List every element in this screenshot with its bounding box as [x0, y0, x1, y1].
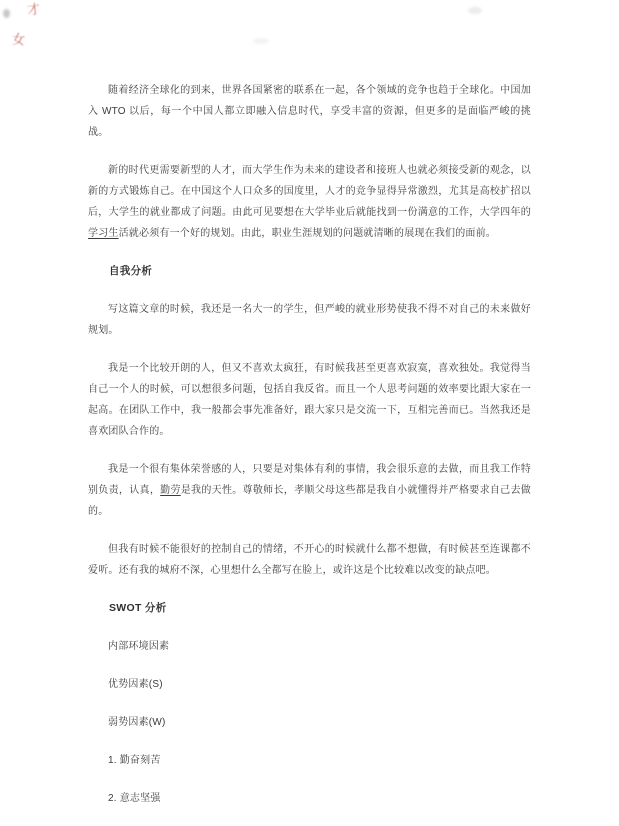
heading-swot-analysis: SWOT 分析	[109, 602, 167, 614]
list-item-strong-will: 2. 意志坚强	[108, 793, 161, 804]
paragraph-globalization: 随着经济全球化的到来，世界各国紧密的联系在一起，各个领域的竞争也趋于全球化。中国加入 WTO 以后，每一个中国人都立即融入信息时代，享受丰富的资源，但更多的是面临严峻的挑战。	[88, 85, 531, 138]
paragraph-text-segment: 新的时代更需要新型的人才，而大学生作为未来的建设者和接班人也就必须接受新的观念，以新的方式锻炼自己。在中国这个人口众多的国度里，人才的竞争显得异常激烈，尤其是高校扩招以后，大学生的就业都成了问题。由此可见要想在大学毕业后就能找到一份满意的工作，大学四年的	[88, 165, 531, 218]
red-stamp-mark-2: 女	[11, 31, 26, 48]
paragraph-collective-honor	[88, 459, 531, 522]
list-item-internal-factors: 内部环境因素	[108, 641, 170, 652]
scan-smudge	[3, 9, 10, 18]
paragraph-text-segment: 活就必须有一个好的规划。由此，职业生涯规划的问题就清晰的展现在我们的面前。	[118, 228, 497, 239]
scan-smudge	[253, 38, 269, 44]
heading-self-analysis: 自我分析	[109, 265, 153, 277]
list-item-weakness-factors: 弱势因素(W)	[108, 717, 166, 728]
paragraph-text-segment: 是我的天性。尊敬师长，孝顺父母这些都是我自小就懂得并严格要求自己去做的。	[88, 485, 531, 517]
underlined-text: 学习生	[88, 228, 119, 239]
paragraph-weakness: 但我有时候不能很好的控制自己的情绪，不开心的时候就什么都不想做，有时候甚至连课都不爱听。还有我的城府不深，心里想什么全都写在脸上，或许这是个比较难以改变的缺点吧。	[88, 544, 531, 576]
paragraph-new-era	[88, 160, 531, 244]
red-stamp-mark-1: 才	[26, 1, 41, 18]
paragraph-freshman: 写这篇文章的时候，我还是一名大一的学生，但严峻的就业形势使我不得不对自己的未来做好规划。	[88, 304, 531, 336]
list-item-strength-factors: 优势因素(S)	[108, 679, 163, 690]
underlined-text: 勤劳	[160, 485, 181, 496]
scan-smudge	[468, 7, 482, 14]
list-item-diligent: 1. 勤奋刻苦	[108, 755, 161, 766]
paragraph-text-segment: 我是一个很有集体荣誉感的人，只要是对集体有利的事情，我会很乐意的去做，而且我工作特别负责，认真，	[88, 464, 531, 496]
document-body	[88, 80, 531, 826]
paragraph-personality: 我是一个比较开朗的人，但又不喜欢太疯狂，有时候我甚至更喜欢寂寞，喜欢独处。我觉得当自己一个人的时候，可以想很多问题，包括自我反省。而且一个人思考问题的效率要比跟大家在一起高。在团队工作中，我一般都会事先准备好，跟大家只是交流一下，互相完善而已。当然我还是喜欢团队合作的。	[88, 363, 531, 437]
